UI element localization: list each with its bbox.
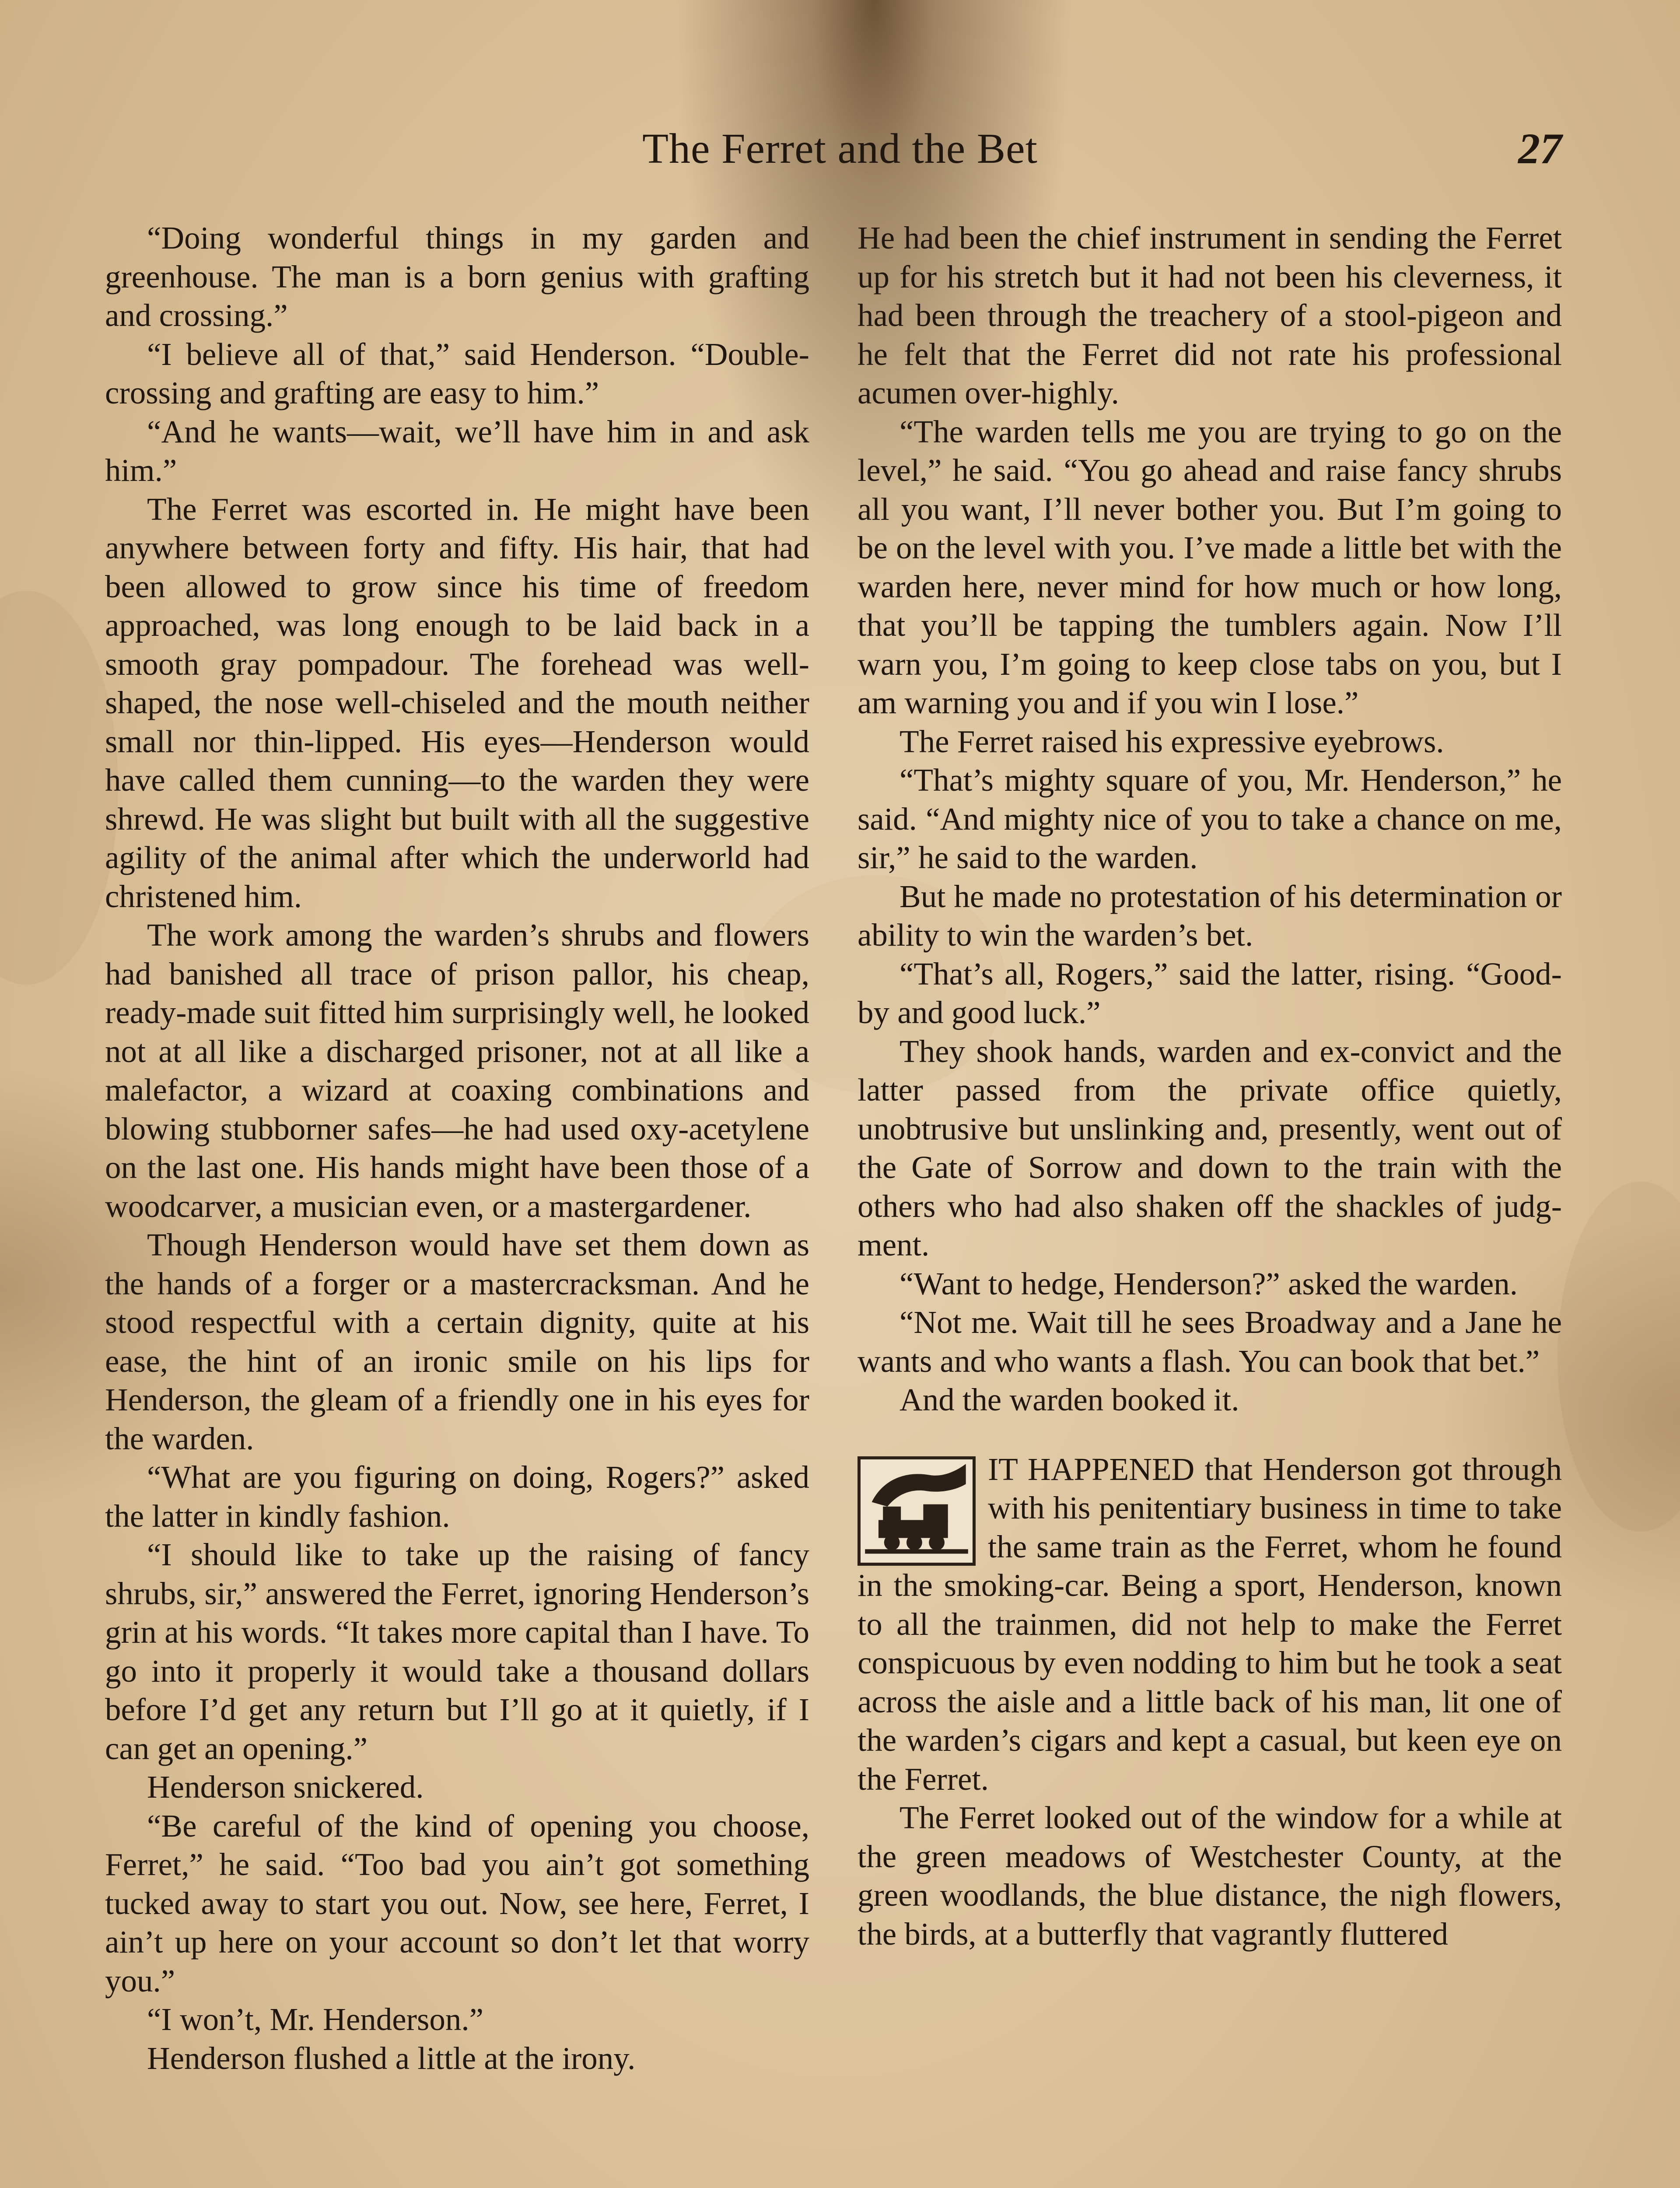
- paragraph: “What are you figuring on doing, Rogers?” asked the latter in kindly fashion.: [105, 1459, 809, 1534]
- right-column: [858, 219, 1562, 1953]
- page-number: 27: [1518, 124, 1562, 173]
- paper-stain: [1558, 1182, 1680, 1532]
- section-opening-text: IT HAPPENED that Henderson got through with his penitentiary business in time to take the same train as the Ferret, whom he found in the smoking-car. Being a sport, Henderson, known to all the trainmen, did not help to make the Ferret conspicuous by even nodding to him but he took a seat across the aisle and a little back of his man, lit one of the warden’s cigars and kept a casual, but keen eye on the Ferret.: [858, 1451, 1562, 1797]
- paragraph: He had been the chief instrument in sending the Ferret up for his stretch but it had not been his cleverness, it had been through the treachery of a stool-pigeon and he felt that the Ferret did not rate his professional acumen over-highly.: [858, 220, 1562, 410]
- paragraph: The Ferret was escorted in. He might have been anywhere between forty and fifty. His hair, that had been allowed to grow since his time of freedom approached, was long enough to be laid back in a smooth gray pompadour. The forehead was well-shaped, the nose well-chiseled and the mouth neither small nor thin-lipped. His eyes—Henderson would have called them cunning—to the warden they were shrewd. He was slight but built with all the suggestive agility of the animal after which the underworld had christened him.: [105, 491, 809, 914]
- paragraph: “And he wants—wait, we’ll have him in and ask him.”: [105, 414, 809, 488]
- paragraph: “That’s all, Rogers,” said the latter, rising. “Good-by and good luck.”: [858, 956, 1562, 1030]
- paragraph: And the warden booked it.: [900, 1382, 1239, 1417]
- paragraph: The Ferret looked out of the window for a while at the green meadows of Westchester County, at the green woodlands, the blue distance, the nigh flowers, the birds, at a butterfly that vagrantly fluttered: [858, 1800, 1562, 1952]
- paragraph: “Be careful of the kind of opening you choose, Ferret,” he said. “Too bad you ain’t got something tucked away to start you out. Now, see here, Ferret, I ain’t up here on your account so don’t let that worry you.”: [105, 1808, 809, 1999]
- running-title: The Ferret and the Bet: [642, 125, 1038, 172]
- left-column: [105, 219, 809, 2078]
- section-opening-paragraph: [858, 1450, 1562, 1799]
- paragraph: The Ferret raised his expressive eyebrows.: [900, 723, 1444, 759]
- paragraph: “Want to hedge, Henderson?” asked the warden.: [900, 1266, 1518, 1301]
- paragraph: Henderson flushed a little at the irony.: [147, 2040, 636, 2076]
- paragraph: “The warden tells me you are trying to go on the level,” he said. “You go ahead and raise fancy shrubs all you want, I’ll never bother you. But I’m going to be on the level with you. I’ve made a little bet with the warden here, never mind for how much or how long, that you’ll be tapping the tumblers again. Now I’ll warn you, I’m going to keep close tabs on you, but I am warning you and if you win I lose.”: [858, 414, 1562, 720]
- paragraph: “I won’t, Mr. Henderson.”: [147, 2002, 484, 2037]
- paragraph: “Doing wonderful things in my garden and greenhouse. The man is a born genius with grafting and crossing.”: [105, 220, 809, 333]
- paragraph: “Not me. Wait till he sees Broadway and a Jane he wants and who wants a flash. You can book that bet.”: [858, 1304, 1562, 1379]
- paragraph: Though Henderson would have set them down as the hands of a forger or a mastercracksman. And he stood respectful with a certain dignity, quite at his ease, the hint of an ironic smile on his lips for Henderson, the gleam of a friendly one in his eyes for the warden.: [105, 1227, 809, 1456]
- train-engine-icon: [858, 1456, 976, 1566]
- section-break: [858, 1450, 1562, 1799]
- paragraph: But he made no protestation of his determination or ability to win the warden’s bet.: [858, 878, 1562, 953]
- paragraph: “I believe all of that,” said Henderson. “Double-crossing and grafting are easy to him.”: [105, 336, 809, 410]
- paragraph: “I should like to take up the raising of fancy shrubs, sir,” answered the Ferret, ignoring Henderson’s grin at his words. “It takes more capital than I have. To go into it properly it would take a thousand dollars before I’d get any return but I’ll go at it quietly, if I can get an opening.”: [105, 1537, 809, 1766]
- paragraph: They shook hands, warden and ex-convict and the latter passed from the private office quietly, unobtrusive but unslinking and, presently, went out of the Gate of Sorrow and down to the train with the others who had also shaken off the shackles of judgment.: [858, 1033, 1562, 1262]
- page-header: [0, 118, 1680, 179]
- paper-stain: [0, 591, 118, 985]
- paragraph: “That’s mighty square of you, Mr. Henderson,” he said. “And mighty nice of you to take a chance on me, sir,” he said to the warden.: [858, 762, 1562, 875]
- paragraph: The work among the warden’s shrubs and flowers had banished all trace of prison pallor, his cheap, ready-made suit fitted him surprisingly well, he looked not at all like a discharged prisoner, not at all like a malefactor, a wizard at coaxing combinations and blowing stubborner safes—he had used oxy-acetylene on the last one. His hands might have been those of a woodcarver, a musician even, or a mastergardener.: [105, 917, 809, 1224]
- paragraph: Henderson snickered.: [147, 1769, 424, 1805]
